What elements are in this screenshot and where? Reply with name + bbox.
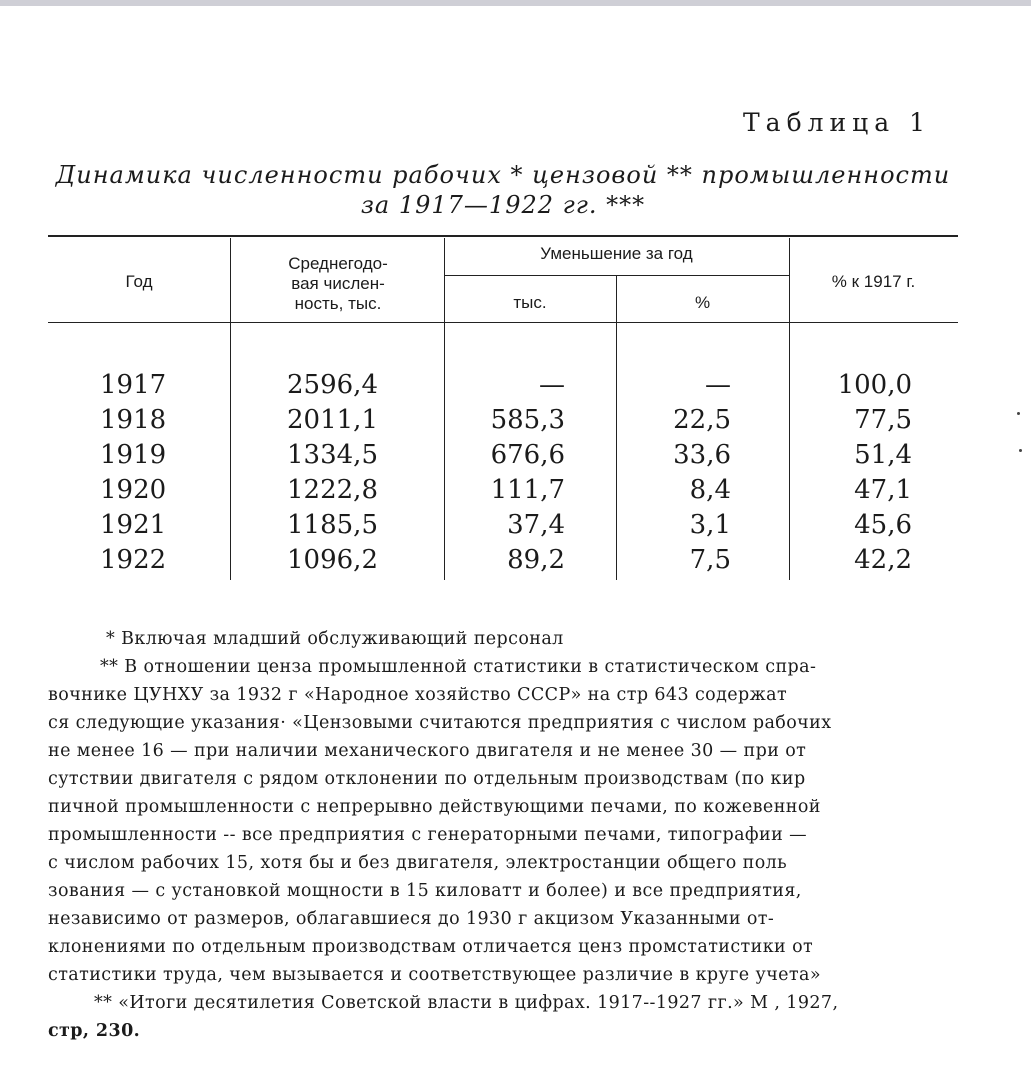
header-percent: %	[694, 293, 711, 312]
cell-decrease-percent: 33,6	[673, 440, 731, 470]
top-edge-bar	[0, 0, 1031, 6]
cell-decrease-percent: —	[705, 370, 731, 400]
scan-speck	[1017, 412, 1020, 415]
footnote-3: ** «Итоги десятилетия Советской власти в цифрах. 1917--1927 гг.» М , 1927,	[94, 993, 839, 1013]
footnote-2-line: ** В отношении ценза промышленной статистики в статистическом спра-	[100, 657, 817, 677]
table-row	[48, 438, 958, 473]
footnote-2-line: пичной промышленности с непрерывно действующими печами, по кожевенной	[48, 797, 821, 817]
cell-decrease-percent: 8,4	[689, 475, 731, 505]
cell-decrease-thousands: 585,3	[490, 405, 565, 435]
cell-percent-1917: 77,5	[854, 405, 912, 435]
table-caption	[48, 160, 958, 220]
header-thousands: тыс.	[513, 293, 547, 312]
cell-percent-1917: 51,4	[854, 440, 912, 470]
footnotes	[48, 625, 958, 1045]
footnote-2-line: клонениями по отдельным производствам отличается ценз промстатистики от	[48, 937, 814, 957]
footnote-2-line: независимо от размеров, облагавшиеся до 1930 г акцизом Указанными от-	[48, 909, 775, 929]
cell-year: 1921	[100, 510, 167, 540]
footnote-2-line: вочнике ЦУНХУ за 1932 г «Народное хозяйство СССР» на стр 643 содержат	[48, 685, 788, 705]
header-average-line-3: ность, тыс.	[294, 294, 382, 313]
cell-year: 1918	[100, 405, 167, 435]
table-row	[48, 473, 958, 508]
table-row	[48, 508, 958, 543]
footnote-2-line: статистики труда, чем вызывается и соответствующее различие в круге учета»	[48, 965, 821, 985]
table-body	[48, 368, 958, 578]
cell-decrease-thousands: —	[539, 370, 565, 400]
cell-year: 1919	[100, 440, 167, 470]
table-number: Таблица 1	[742, 108, 931, 137]
footnote-2-line: ся следующие указания· «Цензовыми считаются предприятия с числом рабочих	[48, 713, 832, 733]
cell-percent-1917: 47,1	[854, 475, 912, 505]
cell-decrease-thousands: 37,4	[507, 510, 565, 540]
header-decrease: Уменьшение за год	[540, 244, 693, 263]
footnote-2-line: промышленности -- все предприятия с генераторными печами, типографии —	[48, 825, 807, 845]
caption-line-2: за 1917—1922 гг. ***	[360, 191, 646, 219]
header-average-line-1: Среднегодо-	[288, 254, 388, 273]
cell-percent-1917: 45,6	[854, 510, 912, 540]
header-year: Год	[125, 272, 153, 291]
cell-decrease-thousands: 111,7	[490, 475, 565, 505]
header-percent-1917: % к 1917 г.	[831, 272, 916, 291]
header-bottom-rule	[48, 322, 958, 323]
scan-speck	[1019, 449, 1022, 452]
cell-average: 1334,5	[287, 440, 378, 470]
cell-percent-1917: 100,0	[837, 370, 912, 400]
caption-line-1: Динамика численности рабочих * цензовой ** промышленности	[55, 161, 951, 189]
cell-percent-1917: 42,2	[854, 545, 912, 575]
cell-year: 1917	[100, 370, 167, 400]
cell-decrease-thousands: 89,2	[507, 545, 565, 575]
cell-average: 1222,8	[287, 475, 378, 505]
table-row	[48, 543, 958, 578]
cell-decrease-thousands: 676,6	[490, 440, 565, 470]
header-average	[232, 254, 444, 314]
cell-average: 1096,2	[287, 545, 378, 575]
cell-average: 1185,5	[287, 510, 378, 540]
table-row	[48, 368, 958, 403]
footnote-2-line: зования — с установкой мощности в 15 киловатт и более) и все предприятия,	[48, 881, 802, 901]
footnote-2-line: не менее 16 — при наличии механического двигателя и не менее 30 — при от	[48, 741, 807, 761]
footnote-2-line: с числом рабочих 15, хотя бы и без двигателя, электростанции общего поль	[48, 853, 788, 873]
footnote-1: * Включая младший обслуживающий персонал	[106, 629, 564, 649]
table-top-rule	[48, 235, 958, 237]
table-row	[48, 403, 958, 438]
cell-average: 2596,4	[287, 370, 378, 400]
footnote-2-line: сутствии двигателя с рядом отклонении по отдельным производствам (по кир	[48, 769, 806, 789]
cell-decrease-percent: 22,5	[673, 405, 731, 435]
cell-year: 1922	[100, 545, 167, 575]
cell-decrease-percent: 7,5	[689, 545, 731, 575]
cell-decrease-percent: 3,1	[689, 510, 731, 540]
cell-year: 1920	[100, 475, 167, 505]
footnote-2	[48, 653, 958, 989]
footnote-3-page: стр, 230.	[48, 1021, 141, 1041]
cell-average: 2011,1	[287, 405, 378, 435]
header-average-line-2: вая числен-	[291, 274, 385, 293]
